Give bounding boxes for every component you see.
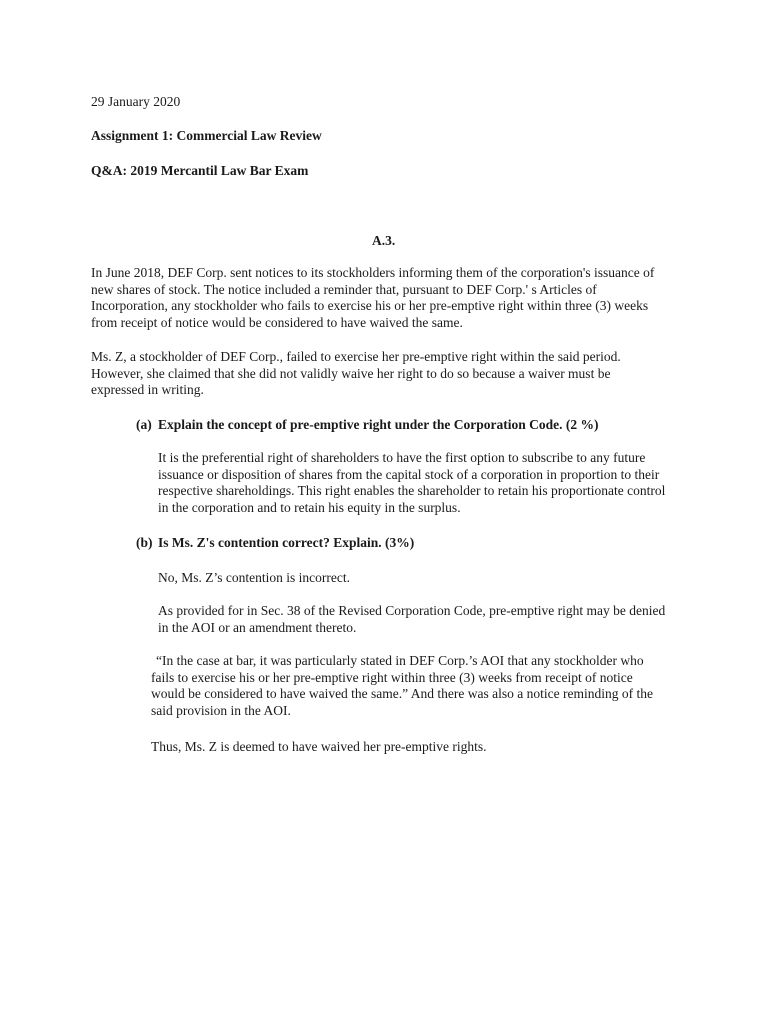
answer-b-final: Thus, Ms. Z is deemed to have waived her pre-emptive rights. <box>151 739 487 754</box>
question-b-label: (b) <box>136 535 153 550</box>
text-line: However, she claimed that she did not validly waive her right to do so because a waiver must be <box>91 365 611 381</box>
text-line: fails to exercise his or her pre-emptive right within three (3) weeks from receipt of notice <box>151 669 633 685</box>
text-line: in the corporation and to retain his equity in the surplus. <box>158 499 461 515</box>
facts-paragraph-2 <box>91 349 621 399</box>
qa-title: Q&A: 2019 Mercantil Law Bar Exam <box>91 163 309 178</box>
question-b-text: Is Ms. Z's contention correct? Explain. (3%) <box>158 535 415 550</box>
answer-a-paragraph <box>158 450 665 516</box>
text-line: issuance or disposition of shares from the capital stock of a corporation in proportion to their <box>158 466 660 482</box>
assignment-title: Assignment 1: Commercial Law Review <box>91 128 322 143</box>
text-line: said provision in the AOI. <box>151 702 291 718</box>
text-line: It is the preferential right of shareholders to have the first option to subscribe to any future <box>158 450 646 465</box>
text-line: “In the case at bar, it was particularly stated in DEF Corp.’s AOI that any stockholder who <box>156 653 644 668</box>
question-a-text: Explain the concept of pre-emptive right under the Corporation Code. (2 %) <box>158 417 599 432</box>
text-line: in the AOI or an amendment thereto. <box>158 619 357 635</box>
answer-b-legal-basis <box>158 603 665 636</box>
answer-b-conclusion: No, Ms. Z’s contention is incorrect. <box>158 570 350 585</box>
document-date: 29 January 2020 <box>91 94 181 109</box>
facts-paragraph-1 <box>91 265 654 331</box>
answer-b-application <box>151 653 653 719</box>
text-line: respective shareholdings. This right enables the shareholder to retain his proportionate control <box>158 483 666 499</box>
text-line: from receipt of notice would be considered to have waived the same. <box>91 314 463 330</box>
text-line: Incorporation, any stockholder who fails to exercise his or her pre-emptive right within three (3) weeks <box>91 298 649 314</box>
text-line: would be considered to have waived the same.” And there was also a notice reminding of the <box>151 686 653 702</box>
text-line: In June 2018, DEF Corp. sent notices to its stockholders informing them of the corporation's issuance of <box>91 265 655 280</box>
question-a-label: (a) <box>136 417 152 432</box>
text-line: expressed in writing. <box>91 382 204 398</box>
text-line: As provided for in Sec. 38 of the Revised Corporation Code, pre-emptive right may be denied <box>158 603 666 618</box>
text-line: Ms. Z, a stockholder of DEF Corp., failed to exercise her pre-emptive right within the said period. <box>91 349 621 364</box>
section-heading: A.3. <box>372 233 396 248</box>
text-line: new shares of stock. The notice included a reminder that, pursuant to DEF Corp.' s Articles of <box>91 281 597 297</box>
